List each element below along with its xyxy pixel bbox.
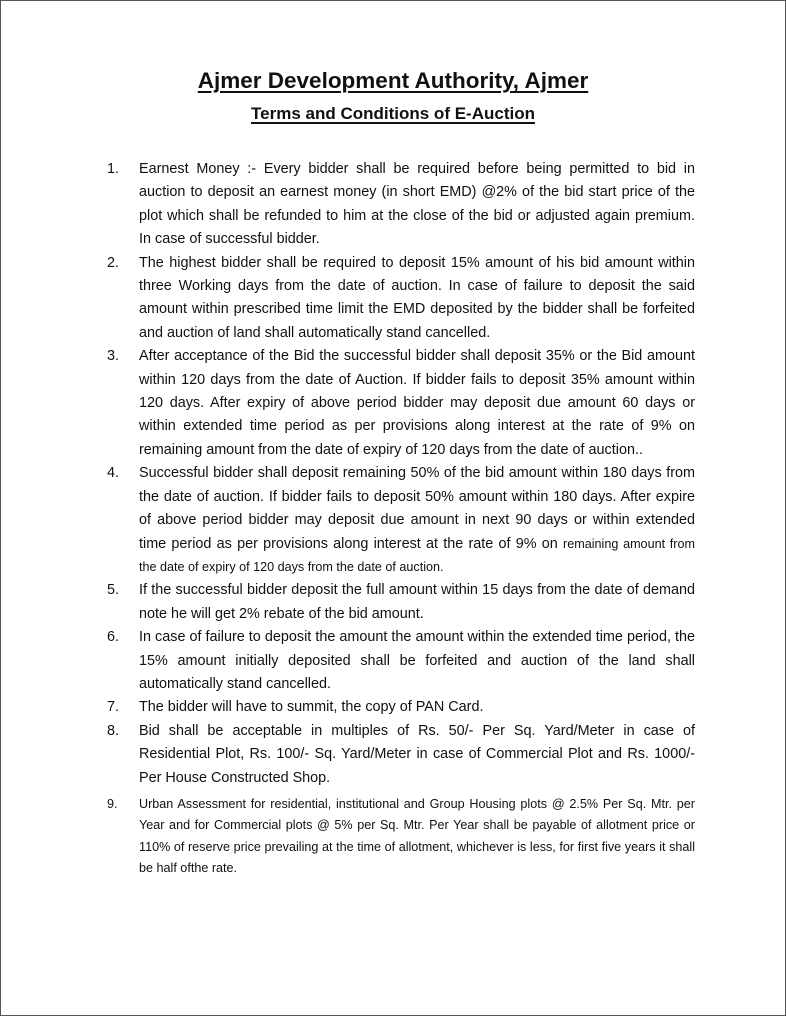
term-number: 2. (107, 254, 120, 271)
term-item-2 (107, 252, 695, 346)
term-text: If the successful bidder deposit the full amount within 15 days from the date of demand note he will get 2% rebate of the bid amount. (139, 582, 695, 622)
term-number: 4. (107, 465, 120, 482)
term-number: 1. (107, 161, 120, 177)
term-number: 6. (107, 629, 120, 646)
term-item-3 (107, 345, 695, 462)
term-item-1 (107, 158, 695, 252)
term-item-7 (107, 696, 695, 719)
term-text-wrapper (139, 462, 695, 579)
term-item-5 (107, 579, 695, 626)
term-item-6 (107, 626, 695, 696)
term-number: 9. (107, 796, 118, 811)
terms-list (107, 158, 695, 880)
term-text: The highest bidder shall be required to deposit 15% amount of his bid amount within three Working days from the date of auction. In case of failure to deposit the said amount within prescribed time limit the EMD deposited by the bidder shall be forfeited and auction of land shall automatically stand cancelled. (139, 254, 695, 341)
document-title-text: Ajmer Development Authority, Ajmer (197, 68, 589, 93)
term-number: 7. (107, 699, 120, 716)
term-text: In case of failure to deposit the amount the amount within the extended time period, the 15% amount initially deposited shall be forfeited and auction of the land shall automatically stand cancelled. (139, 629, 695, 692)
term-item-9 (107, 794, 695, 880)
document-title (1, 67, 785, 95)
term-text-continuation: remaining amount from the date of expiry of 120 days from the date of auction. (139, 536, 695, 574)
document-subtitle (1, 102, 785, 126)
term-number: 3. (107, 348, 120, 365)
term-text: Bid shall be acceptable in multiples of Rs. 50/- Per Sq. Yard/Meter in case of Residential Plot, Rs. 100/- Sq. Yard/Meter in case of Commercial Plot and Rs. 1000/- Per House Constructed Shop. (139, 722, 695, 786)
term-item-8 (107, 720, 695, 790)
term-item-4 (107, 462, 695, 579)
term-text: The bidder will have to summit, the copy of PAN Card. (139, 699, 484, 716)
term-text: After acceptance of the Bid the successful bidder shall deposit 35% or the Bid amount within 120 days from the date of Auction. If bidder fails to deposit 35% amount within 120 days. After expiry of above period bidder may deposit due amount 60 days or within extended time period as per provisions along interest at the rate of 9% on remaining amount from the date of expiry of 120 days from the date of auction.. (139, 348, 695, 458)
term-text: Earnest Money :- Every bidder shall be required before being permitted to bid in auction to deposit an earnest money (in short EMD) @2% of the bid start price of the plot which shall be refunded to him at the close of the bid or adjusted again premium. In case of successful bidder. (139, 161, 695, 248)
document-subtitle-text: Terms and Conditions of E-Auction (251, 104, 535, 123)
term-text: Urban Assessment for residential, institutional and Group Housing plots @ 2.5% Per Sq. Mtr. per Year and for Commercial plots @ 5% per Sq. Mtr. Per Year shall be payable of allotment price or 110% of reserve price prevailing at the time of allotment, whichever is less, for first five years it shall be half ofthe rate. (139, 796, 695, 876)
term-text: Successful bidder shall deposit remaining 50% of the bid amount within 180 days from the date of auction. If bidder fails to deposit 50% amount within 180 days. After expire of above period bidder may deposit due amount in next 90 days or within extended time period as per provisions along interest at the rate of 9% on (139, 465, 695, 552)
term-number: 8. (107, 722, 120, 739)
term-number: 5. (107, 582, 120, 599)
